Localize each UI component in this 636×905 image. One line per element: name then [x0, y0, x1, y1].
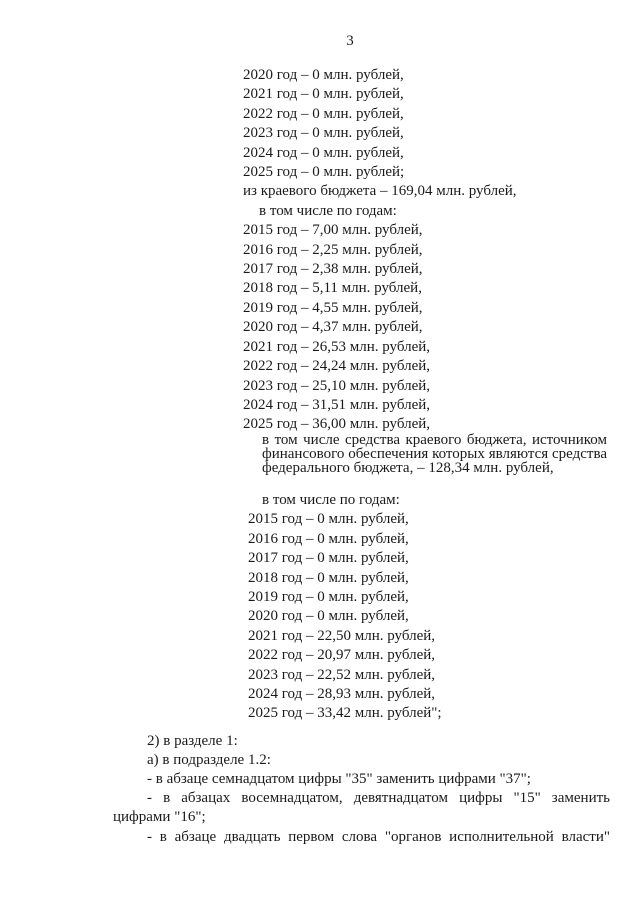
- federal-source-year-line: 2015 год – 0 млн. рублей,: [248, 511, 409, 528]
- federal-source-by-years-label: в том числе по годам:: [262, 492, 400, 508]
- funding-list-federal-and-regional: [243, 66, 517, 435]
- federal-year-line: 2025 год – 0 млн. рублей;: [243, 164, 405, 181]
- regional-year-line: 2019 год – 4,55 млн. рублей,: [243, 299, 423, 316]
- amendment-section-heading: 2) в разделе 1:: [147, 733, 238, 749]
- regional-by-years-label: в том числе по годам:: [259, 202, 397, 219]
- federal-source-year-line: 2023 год – 22,52 млн. рублей,: [248, 666, 436, 683]
- federal-source-year-line: 2016 год – 0 млн. рублей,: [248, 530, 409, 547]
- federal-source-year-line: 2017 год – 0 млн. рублей,: [248, 550, 409, 567]
- federal-source-year-line: 2022 год – 20,97 млн. рублей,: [248, 647, 436, 664]
- regional-year-line: 2025 год – 36,00 млн. рублей,: [243, 416, 431, 433]
- federal-source-year-line: 2019 год – 0 млн. рублей,: [248, 589, 409, 606]
- regional-year-line: 2018 год – 5,11 млн. рублей,: [243, 280, 422, 297]
- federal-year-line: 2024 год – 0 млн. рублей,: [243, 144, 404, 161]
- regional-year-line: 2023 год – 25,10 млн. рублей,: [243, 377, 431, 394]
- funding-list-federal-source: [248, 491, 442, 724]
- federal-source-year-line: 2025 год – 33,42 млн. рублей";: [248, 705, 442, 722]
- regional-year-line: 2022 год – 24,24 млн. рублей,: [243, 358, 431, 375]
- federal-year-line: 2021 год – 0 млн. рублей,: [243, 86, 404, 103]
- regional-year-line: 2020 год – 4,37 млн. рублей,: [243, 319, 423, 336]
- regional-year-line: 2024 год – 31,51 млн. рублей,: [243, 396, 431, 413]
- federal-source-paragraph: в том числе средства краевого бюджета, источником финансового обеспечения которых являются средства федерального бюджета, – 128,34 млн. рублей,: [262, 432, 607, 477]
- regional-year-line: 2015 год – 7,00 млн. рублей,: [243, 222, 423, 239]
- federal-year-line: 2020 год – 0 млн. рублей,: [243, 67, 404, 83]
- regional-year-line: 2017 год – 2,38 млн. рублей,: [243, 261, 423, 278]
- federal-year-line: 2022 год – 0 млн. рублей,: [243, 105, 404, 122]
- amendment-subsection-heading: а) в подразделе 1.2:: [147, 752, 271, 768]
- amendment-item: - в абзаце семнадцатом цифры "35" заменить цифрами "37";: [147, 771, 531, 787]
- page-number: 3: [346, 33, 354, 49]
- federal-source-year-line: 2018 год – 0 млн. рублей,: [248, 569, 409, 586]
- regional-budget-total: из краевого бюджета – 169,04 млн. рублей,: [243, 183, 517, 200]
- regional-year-line: 2021 год – 26,53 млн. рублей,: [243, 338, 431, 355]
- federal-source-year-line: 2024 год – 28,93 млн. рублей,: [248, 686, 436, 703]
- amendment-item: - в абзаце двадцать первом слова "органов исполнительной власти": [147, 829, 610, 845]
- federal-source-year-line: 2020 год – 0 млн. рублей,: [248, 608, 409, 625]
- federal-year-line: 2023 год – 0 млн. рублей,: [243, 125, 404, 142]
- federal-source-year-line: 2021 год – 22,50 млн. рублей,: [248, 627, 436, 644]
- amendment-item: - в абзацах восемнадцатом, девятнадцатом цифры "15" заменить цифрами "16";: [113, 790, 610, 825]
- regional-year-line: 2016 год – 2,25 млн. рублей,: [243, 241, 423, 258]
